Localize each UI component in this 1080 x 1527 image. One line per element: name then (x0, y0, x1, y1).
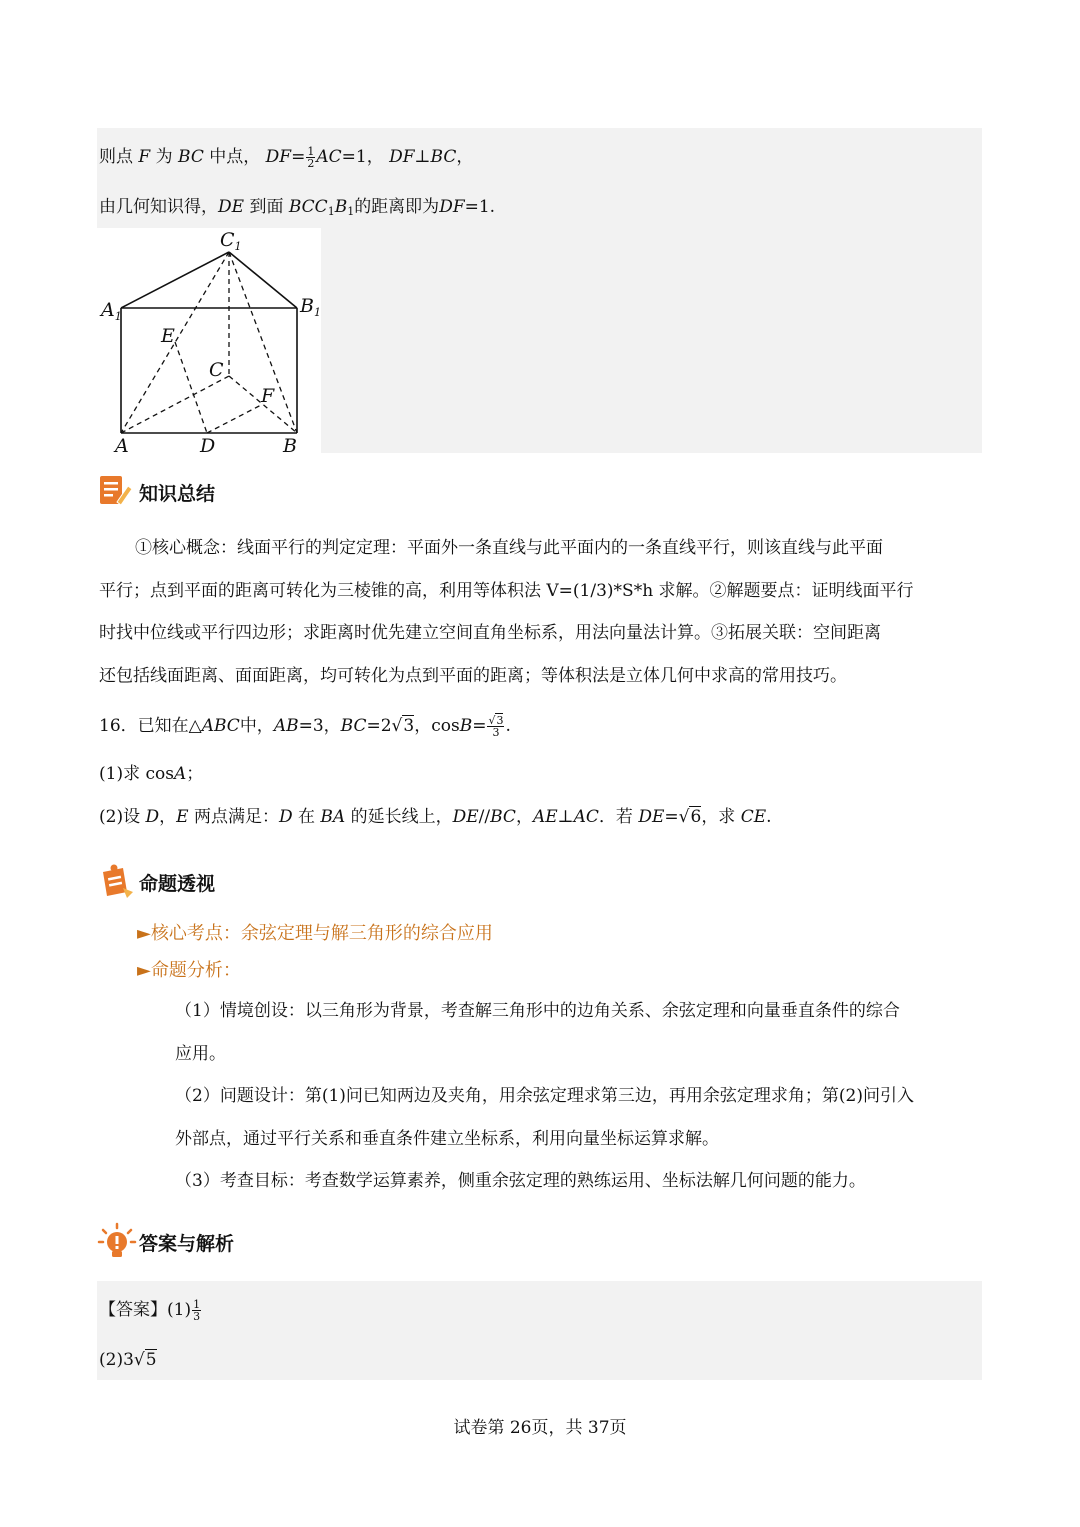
knowledge-summary-heading: 知识总结 (97, 472, 215, 512)
fraction-one-third: $\frac{1}{3}$ (193, 1298, 201, 1323)
label-E: E (161, 325, 175, 347)
notebook-pen-icon (97, 472, 137, 512)
fraction-sqrt3-over-3: $\frac{√3}{3}$ (488, 714, 504, 739)
answer-part-1: 【答案】(1) $\frac{1}{3}$ (99, 1298, 201, 1323)
knowledge-line-2: 平行；点到平面的距离可转化为三棱锥的高，利用等体积法 V=(1/3)*S*h 求解。②解题要点：证明线面平行 (99, 580, 914, 601)
solution-line-2: 由几何知识得，DE 到面 $BCC_1B_1$的距离即为DF=1. (99, 197, 496, 218)
knowledge-summary-text (99, 527, 984, 697)
page-footer: 试卷第 26页，共 37页 (453, 1418, 627, 1438)
analysis-item-2-cont: 外部点，通过平行关系和垂直条件建立坐标系，利用向量坐标运算求解。 (175, 1128, 719, 1149)
label-A: A (115, 435, 129, 453)
problem-16-part-2: (2)设 D，E 两点满足：D 在 BA 的延长线上，DE//BC，AE⊥AC．若 DE=√6，求 CE. (99, 807, 772, 827)
proposition-analysis-items (175, 990, 985, 1203)
lightbulb-icon (97, 1222, 137, 1262)
knowledge-line-4: 还包括线面距离、面面距离，均可转化为点到平面的距离；等体积法是立体几何中求高的常用技巧。 (99, 665, 847, 686)
knowledge-line-1: ①核心概念：线面平行的判定定理：平面外一条直线与此平面内的一条直线平行，则该直线与此平面 (135, 538, 883, 558)
label-B: B (283, 435, 297, 453)
label-B1: $B_1$ (300, 295, 321, 319)
label-D: D (200, 435, 216, 453)
label-A1: $A_1$ (101, 299, 122, 323)
answer-box (97, 1281, 982, 1380)
problem-16-statement: 16．已知在△ABC中，AB=3，BC=2√3，cosB= $\frac{√3}{3}$ . (99, 714, 511, 739)
analysis-item-1-cont: 应用。 (175, 1043, 226, 1064)
problem-16-part-1: (1)求 cosA； (99, 764, 204, 784)
analysis-item-2: （2）问题设计：第(1)问已知两边及夹角，用余弦定理求第三边，再用余弦定理求角；第(2)问引入 (175, 1086, 914, 1106)
answer-heading: 答案与解析 (97, 1222, 234, 1262)
prism-figure (97, 228, 321, 453)
clipboard-icon (97, 862, 137, 902)
core-exam-point: ►核心考点：余弦定理与解三角形的综合应用 (137, 923, 493, 944)
answer-part-2: (2)3√5 (99, 1350, 157, 1370)
proposition-analysis-heading: 命题透视 (97, 862, 215, 902)
knowledge-line-3: 时找中位线或平行四边形；求距离时优先建立空间直角坐标系，用法向量法计算。③拓展关联：空间距离 (99, 623, 881, 643)
analysis-item-3: （3）考查目标：考查数学运算素养，侧重余弦定理的熟练运用、坐标法解几何问题的能力。 (175, 1171, 866, 1191)
label-C1: $C_1$ (220, 229, 242, 253)
fraction-one-half: $\frac{1}{2}$ (307, 145, 315, 170)
label-F: F (261, 385, 275, 407)
label-C: C (209, 359, 224, 381)
analysis-item-1: （1）情境创设：以三角形为背景，考查解三角形中的边角关系、余弦定理和向量垂直条件的综合 (175, 1001, 900, 1021)
solution-line-1: 则点 F 为 BC 中点， DF= $\frac{1}{2}$ AC=1， DF⊥BC， (99, 145, 474, 170)
proposition-analysis-label: ►命题分析： (137, 960, 241, 981)
